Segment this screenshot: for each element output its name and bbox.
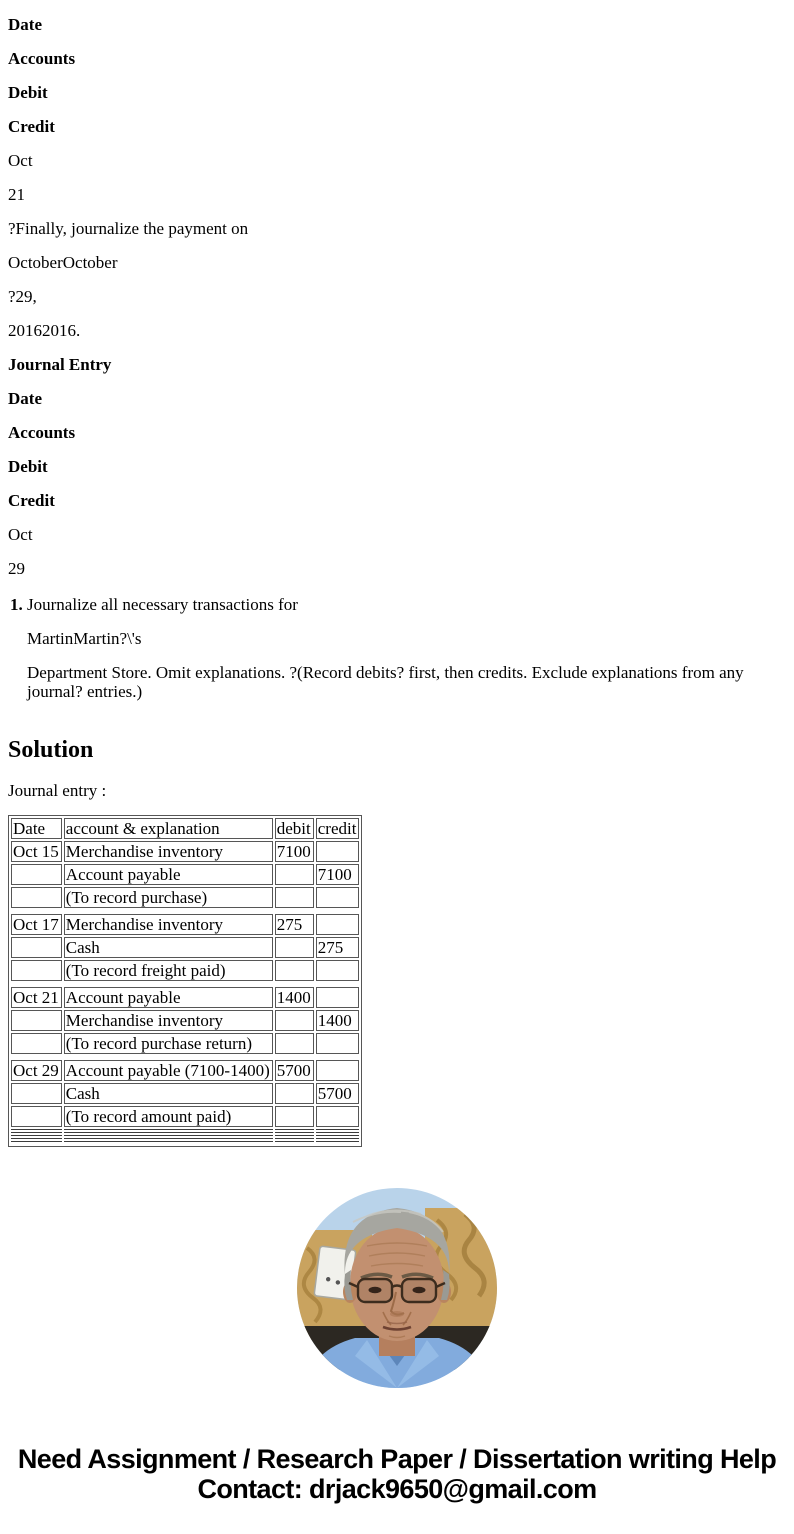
header-account: account & explanation	[64, 818, 273, 839]
cell-date	[11, 1010, 62, 1031]
cell-account: (To record amount paid)	[64, 1106, 273, 1127]
cell-account: Cash	[64, 937, 273, 958]
footer-contact-text: Contact: drjack9650@gmail.com	[197, 1474, 597, 1504]
cell-date: Oct 15	[11, 841, 62, 862]
intro-line: Debit	[8, 83, 48, 102]
table-row	[11, 841, 359, 862]
intro-line: Journal Entry	[8, 355, 112, 374]
journal-entry-label: Journal entry :	[8, 781, 107, 800]
cell-account: Account payable	[64, 864, 273, 885]
table-row	[11, 1083, 359, 1104]
question-text: Journalize all necessary transactions for	[27, 595, 298, 614]
cell-credit: 5700	[316, 1083, 360, 1104]
intro-line: Accounts	[8, 49, 76, 68]
table-row	[11, 1033, 359, 1054]
cell-credit: 1400	[316, 1010, 360, 1031]
table-row	[11, 914, 359, 935]
intro-line: Debit	[8, 457, 48, 476]
cell-account: Merchandise inventory	[64, 914, 273, 935]
intro-line: Oct	[8, 525, 33, 544]
journal-table	[8, 815, 362, 1147]
cell-credit: 275	[316, 937, 360, 958]
cell-debit	[275, 887, 314, 908]
question-body	[27, 595, 786, 716]
total-rule-row	[11, 1129, 359, 1144]
cell-credit	[316, 914, 360, 935]
intro-line: Date	[8, 15, 42, 34]
cell-debit	[275, 1010, 314, 1031]
cell-date	[11, 960, 62, 981]
cell-debit	[275, 1033, 314, 1054]
table-row	[11, 864, 359, 885]
cell-credit	[316, 887, 360, 908]
cell-debit	[275, 960, 314, 981]
total-rule	[275, 1129, 314, 1144]
cell-account: (To record purchase return)	[64, 1033, 273, 1054]
intro-line: 29	[8, 559, 25, 578]
table-row	[11, 937, 359, 958]
cell-account: (To record purchase)	[64, 887, 273, 908]
intro-line: Credit	[8, 491, 55, 510]
table-group-divider	[11, 983, 359, 985]
cell-debit: 275	[275, 914, 314, 935]
intro-line: 20162016.	[8, 321, 81, 340]
table-row	[11, 1060, 359, 1081]
cell-credit	[316, 987, 360, 1008]
cell-debit: 5700	[275, 1060, 314, 1081]
cell-debit: 7100	[275, 841, 314, 862]
intro-line: OctoberOctober	[8, 253, 118, 272]
header-debit: debit	[275, 818, 314, 839]
list-marker: 1.	[10, 595, 23, 614]
cell-date	[11, 864, 62, 885]
question-text: MartinMartin?\'s	[27, 629, 142, 648]
table-row	[11, 1010, 359, 1031]
table-row	[11, 887, 359, 908]
cell-date: Oct 29	[11, 1060, 62, 1081]
intro-line: Oct	[8, 151, 33, 170]
cell-credit: 7100	[316, 864, 360, 885]
cell-account: Merchandise inventory	[64, 841, 273, 862]
cell-debit	[275, 937, 314, 958]
cell-credit	[316, 1060, 360, 1081]
intro-line: Date	[8, 389, 42, 408]
cell-credit	[316, 1106, 360, 1127]
intro-line: 21	[8, 185, 25, 204]
cell-date	[11, 937, 62, 958]
person-photo	[297, 1188, 497, 1388]
cell-credit	[316, 1033, 360, 1054]
question-text: Department Store. Omit explanations. ?(Record debits? first, then credits. Exclude explanations from any journal? entries.)	[27, 663, 744, 701]
table-group-divider	[11, 1056, 359, 1058]
intro-line: ?29,	[8, 287, 37, 306]
cell-date: Oct 17	[11, 914, 62, 935]
cell-debit	[275, 1083, 314, 1104]
cell-account: (To record freight paid)	[64, 960, 273, 981]
cell-account: Cash	[64, 1083, 273, 1104]
header-credit: credit	[316, 818, 360, 839]
cell-date	[11, 1083, 62, 1104]
cell-debit	[275, 864, 314, 885]
table-row	[11, 1106, 359, 1127]
cell-debit: 1400	[275, 987, 314, 1008]
cell-account: Account payable (7100-1400)	[64, 1060, 273, 1081]
header-date: Date	[11, 818, 62, 839]
cell-credit	[316, 960, 360, 981]
footer-help-text: Need Assignment / Research Paper / Dissertation writing Help	[17, 1444, 777, 1474]
table-row	[11, 960, 359, 981]
intro-line: ?Finally, journalize the payment on	[8, 219, 249, 238]
intro-line: Accounts	[8, 423, 76, 442]
table-row	[11, 987, 359, 1008]
total-rule	[64, 1129, 273, 1144]
cell-date: Oct 21	[11, 987, 62, 1008]
avatar-section	[8, 1188, 786, 1392]
cell-debit	[275, 1106, 314, 1127]
cell-date	[11, 887, 62, 908]
cell-account: Merchandise inventory	[64, 1010, 273, 1031]
question-item	[8, 595, 786, 716]
cell-date	[11, 1033, 62, 1054]
cell-account: Account payable	[64, 987, 273, 1008]
total-rule	[316, 1129, 360, 1144]
intro-line: Credit	[8, 117, 55, 136]
total-rule	[11, 1129, 62, 1144]
cell-credit	[316, 841, 360, 862]
footer	[8, 1444, 786, 1504]
table-header-row	[11, 818, 359, 839]
cell-date	[11, 1106, 62, 1127]
table-group-divider	[11, 910, 359, 912]
solution-heading: Solution	[8, 737, 94, 763]
